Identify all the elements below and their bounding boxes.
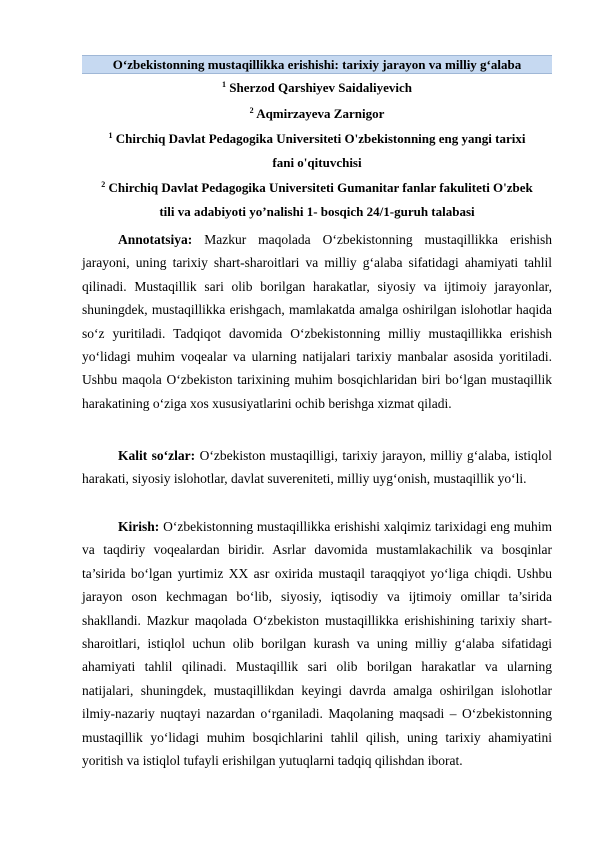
keywords-paragraph [82,444,552,491]
author-1-name: Sherzod Qarshiyev Saidaliyevich [229,80,412,95]
author-2 [82,105,552,122]
author-2-name: Aqmirzayeva Zarnigor [256,106,385,121]
intro-paragraph [82,515,552,772]
author-1-sup: 1 [222,80,226,89]
author-1 [82,79,552,96]
affiliation-1-text: Chirchiq Davlat Pedagogika Universiteti O'zbekistonning eng yangi tarixi [115,131,526,146]
keywords-text: O‘zbekiston mustaqilligi, tarixiy jarayon, milliy g‘alaba, istiqlol harakati, siyosiy islohotlar, davlat suvereniteti, milliy uyg‘onish, mustaqillik yo‘li. [82,448,552,487]
author-2-sup: 2 [249,106,254,115]
affiliation-1-line2: fani o'qituvchisi [272,155,362,170]
abstract-paragraph [82,228,552,415]
affiliation-2-sup: 2 [101,180,106,189]
affiliation-2-line1 [82,179,552,196]
affiliation-1-line1 [82,130,552,147]
intro-text: O‘zbekistonning mustaqillikka erishishi xalqimiz tarixidagi eng muhim va taqdiriy voqealardan biridir. Asrlar davomida mustamlakachilik va bosqinlar ta’sirida bo‘lgan yurtimiz XX asr oxirida mustaqil taraqqiyot yo‘liga chiqdi. Ushbu jarayon oson kechmagan bo‘lib, siyosiy, iqtisodiy va ijtimoiy omillar ta’sirida shakllandi. Mazkur maqolada O‘zbekiston mustaqillikka erishishining tarixiy shart-sharoitlari, istiqlol uchun olib borilgan kurash va uning milliy g‘alaba sifatidagi ahamiyati tahlil qilinadi. Mustaqillik sari olib borilgan harakatlar va ularning natijalari, shuningdek, mustaqillikdan keyingi davrda amalga oshirilgan islohotlar ilmiy-nazariy nuqtayi nazardan o‘rganiladi. Maqolaning maqsadi – O‘zbekistonning mustaqillik yo‘lidagi muhim bosqichlarini tahlil qilish, uning tarixiy ahamiyatini yoritish va istiqlol tufayli erishilgan yutuqlarni tadqiq qilishdan iborat. [82,519,552,769]
keywords-label: Kalit so‘zlar: [118,448,196,463]
paper-title: O‘zbekistonning mustaqillikka erishishi: tarixiy jarayon va milliy g‘alaba [82,55,552,74]
affiliation-2-line2: tili va adabiyoti yo’nalishi 1- bosqich 24/1-guruh talabasi [159,204,475,219]
abstract-text: Mazkur maqolada O‘zbekistonning mustaqillikka erishish jarayoni, uning tarixiy shart-sharoitlari va milliy g‘alaba sifatidagi ahamiyati tahlil qilinadi. Mustaqillik sari olib borilgan harakatlar, siyosiy va ijtimoiy jarayonlar, shuningdek, mustaqillikka erishgach, mamlakatda amalga oshirilgan islohotlar haqida so‘z yuritiladi. Tadqiqot davomida O‘zbekistonning milliy mustaqillikka erishish yo‘lidagi muhim voqealar va ularning natijalari tarixiy manbalar asosida yoritiladi. Ushbu maqola O‘zbekiston tarixining muhim bosqichlaridan biri bo‘lgan mustaqillik harakatining o‘ziga xos xususiyatlarini ochib berishga xizmat qiladi. [82,232,552,411]
intro-label: Kirish: [118,519,160,534]
affiliation-1-sup: 1 [108,131,113,140]
affiliation-2-text: Chirchiq Davlat Pedagogika Universiteti Gumanitar fanlar fakuliteti O'zbek [108,180,533,195]
abstract-label: Annotatsiya: [118,232,193,247]
